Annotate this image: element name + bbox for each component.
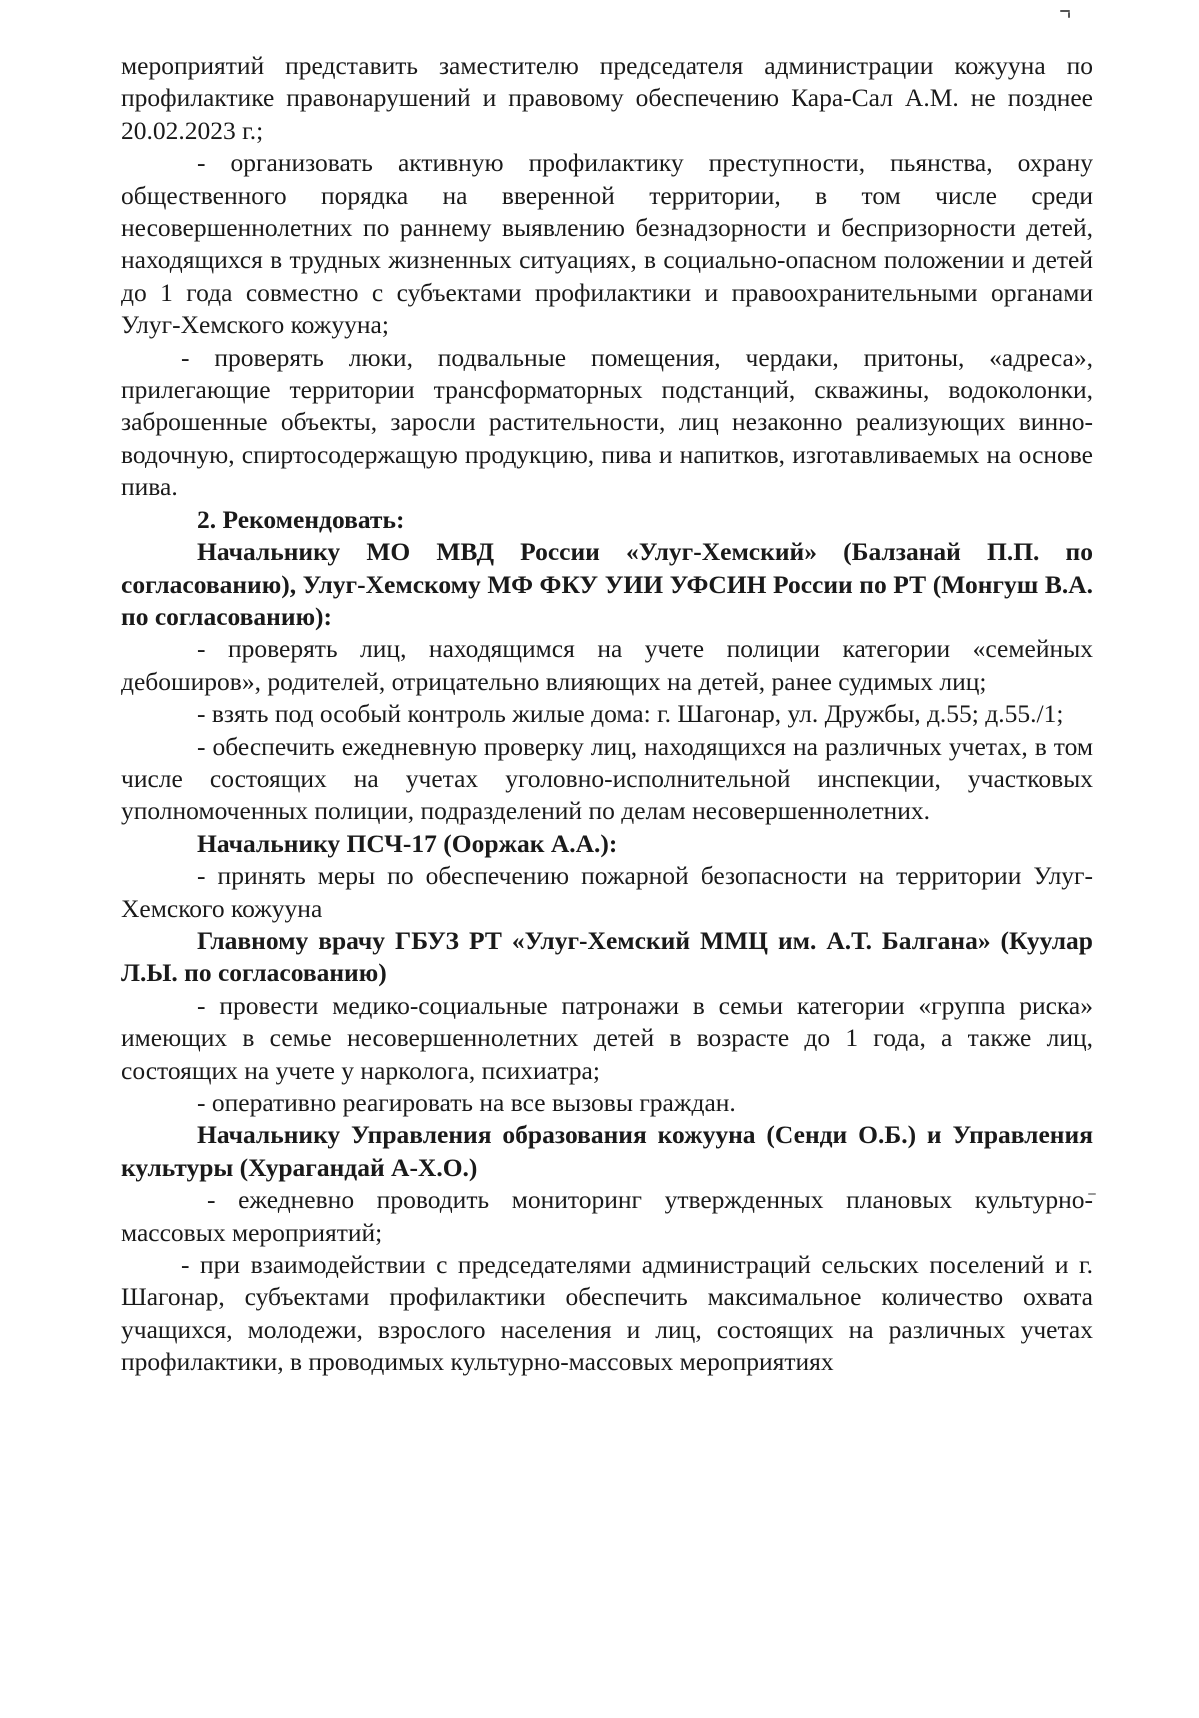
scan-speck [1068, 12, 1070, 18]
paragraph-continuation: мероприятий представить заместителю председателя администрации кожууна по профилактике правонарушений и правовому обеспечению Кара-Сал А.М. не позднее 20.02.2023 г.; [121, 51, 1093, 145]
paragraph-prevention: - организовать активную профилактику преступности, пьянства, охрану общественного порядка на вверенной территории, в том числе среди несовершеннолетних по раннему выявлению безнадзорности и беспризорности детей, находящихся в трудных жизненных ситуациях, в социально-опасном положении и детей до 1 года совместно с субъектами профилактики и правоохранительными органами Улуг-Хемского кожууна; [121, 148, 1093, 340]
paragraph-medical-patronage: - провести медико-социальные патронажи в семьи категории «группа риска» имеющих в семье несовершеннолетних детей в возрасте до 1 года, а также лиц, состоящих на учете у нарколога, психиатра; [121, 990, 1093, 1085]
addressee-fire-unit: Начальнику ПСЧ-17 (Ооржак А.А.): [197, 828, 618, 858]
document-body [121, 50, 1093, 1379]
paragraph-daily-check: - обеспечить ежедневную проверку лиц, находящихся на различных учетах, в том числе состоящих на учетах уголовно-исполнительной инспекции, участковых уполномоченных полиции, подразделений по делам несовершеннолетних. [121, 731, 1093, 826]
addressee-police: Начальнику МО МВД России «Улуг-Хемский» (Балзанай П.П. по согласованию), Улуг-Хемскому МФ ФКУ УИИ УФСИН России по РТ (Монгуш В.А. по согласованию): [121, 537, 1093, 631]
paragraph-monitoring: - ежедневно проводить мониторинг утвержденных плановых культурно-массовых мероприятий; [121, 1185, 1093, 1247]
paragraph-fire-safety: - принять меры по обеспечению пожарной безопасности на территории Улуг-Хемского кожууна [121, 861, 1093, 923]
paragraph-coverage: - при взаимодействии с председателями администраций сельских поселений и г. Шагонар, субъектами профилактики обеспечить максимальное количество охвата учащихся, молодежи, взрослого населения и лиц, состоящих на различных учетах профилактики, в проводимых культурно-массовых мероприятиях [121, 1250, 1093, 1377]
addressee-chief-doctor: Главному врачу ГБУЗ РТ «Улуг-Хемский ММЦ им. А.Т. Балгана» (Куулар Л.Ы. по согласованию) [121, 925, 1093, 988]
paragraph-respond-calls: - оперативно реагировать на все вызовы граждан. [197, 1088, 736, 1117]
paragraph-control-houses: - взять под особый контроль жилые дома: г. Шагонар, ул. Дружбы, д.55; д.55./1; [197, 699, 1064, 729]
addressee-education-culture: Начальнику Управления образования кожууна (Сенди О.Б.) и Управления культуры (Хурагандай А-Х.О.) [121, 1120, 1093, 1182]
paragraph-check-persons: - проверять лиц, находящимся на учете полиции категории «семейных дебоширов», родителей, отрицательно влияющих на детей, ранее судимых лиц; [121, 634, 1093, 696]
paragraph-inspection: - проверять люки, подвальные помещения, чердаки, притоны, «адреса», прилегающие территории трансформаторных подстанций, скважины, водоколонки, заброшенные объекты, заросли растительности, лиц незаконно реализующих винно-водочную, спиртосодержащую продукцию, пива и напитков, изготавливаемых на основе пива. [121, 342, 1093, 502]
section-heading-recommend: 2. Рекомендовать: [197, 504, 405, 534]
